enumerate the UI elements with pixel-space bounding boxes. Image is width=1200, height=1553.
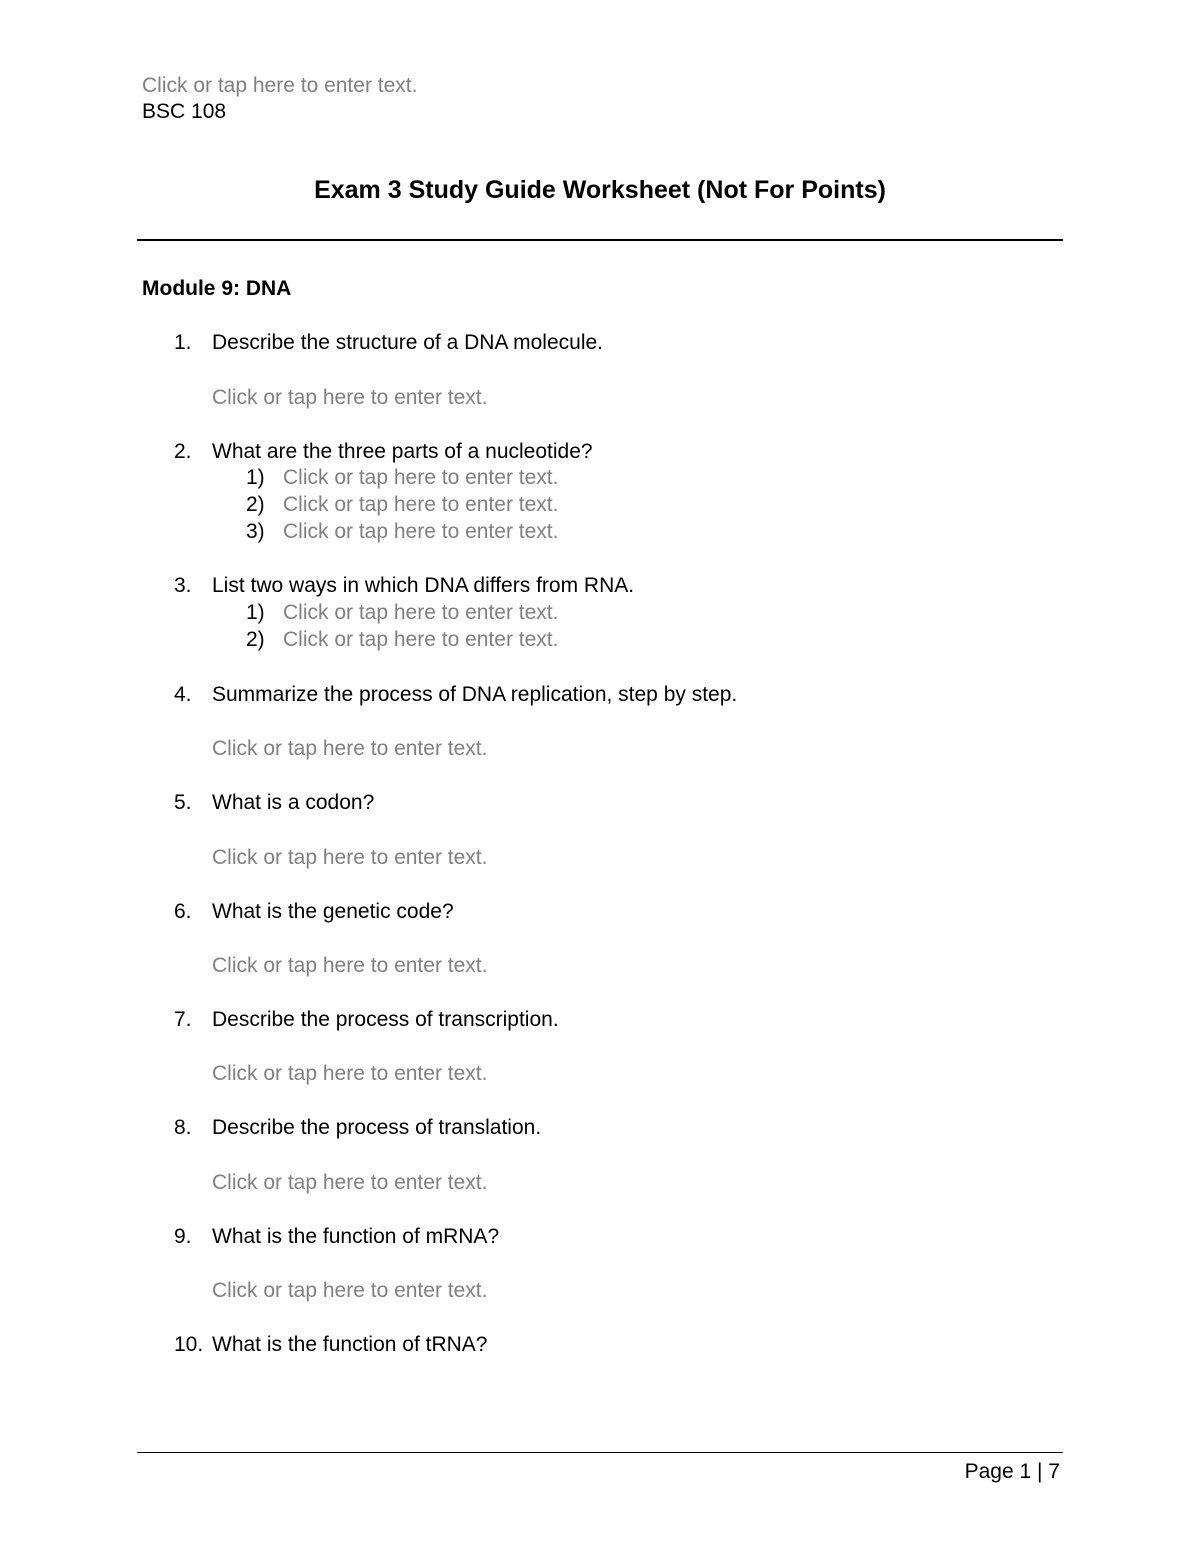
answer-field-6[interactable]: Click or tap here to enter text.: [212, 954, 488, 977]
question-number: 8.: [174, 1116, 192, 1139]
answer-field[interactable]: Click or tap here to enter text.: [283, 520, 559, 543]
answer-field[interactable]: Click or tap here to enter text.: [283, 601, 559, 624]
answer-number: 1): [246, 466, 265, 489]
answer-field-8[interactable]: Click or tap here to enter text.: [212, 1171, 488, 1194]
question-text: List two ways in which DNA differs from RNA.: [212, 574, 635, 597]
name-placeholder-field[interactable]: Click or tap here to enter text.: [142, 74, 418, 97]
answer-number: 3): [246, 520, 265, 543]
answer-field-4[interactable]: Click or tap here to enter text.: [212, 737, 488, 760]
question-number: 4.: [174, 683, 192, 706]
answer-field-9[interactable]: Click or tap here to enter text.: [212, 1279, 488, 1302]
question-number: 3.: [174, 574, 192, 597]
question-text: What is the function of tRNA?: [212, 1333, 488, 1356]
question-text: What is a codon?: [212, 791, 375, 814]
question-number: 1.: [174, 331, 192, 354]
answer-field[interactable]: Click or tap here to enter text.: [283, 628, 559, 651]
answer-number: 1): [246, 601, 265, 624]
answer-number: 2): [246, 628, 265, 651]
answer-field-1[interactable]: Click or tap here to enter text.: [212, 386, 488, 409]
module-heading: Module 9: DNA: [142, 277, 292, 300]
answer-field[interactable]: Click or tap here to enter text.: [283, 466, 559, 489]
page-number: Page 1 | 7: [964, 1460, 1060, 1483]
question-text: Describe the process of transcription.: [212, 1008, 559, 1031]
question-number: 5.: [174, 791, 192, 814]
footer-divider: [137, 1452, 1063, 1453]
answer-field-7[interactable]: Click or tap here to enter text.: [212, 1062, 488, 1085]
question-text: What is the function of mRNA?: [212, 1225, 500, 1248]
question-number: 10.: [174, 1333, 204, 1356]
question-text: What is the genetic code?: [212, 900, 454, 923]
course-code: BSC 108: [142, 100, 227, 123]
answer-number: 2): [246, 493, 265, 516]
question-text: Describe the process of translation.: [212, 1116, 542, 1139]
question-number: 9.: [174, 1225, 192, 1248]
question-number: 7.: [174, 1008, 192, 1031]
answer-field-5[interactable]: Click or tap here to enter text.: [212, 846, 488, 869]
question-text: Summarize the process of DNA replication, step by step.: [212, 683, 738, 706]
question-text: Describe the structure of a DNA molecule.: [212, 331, 604, 354]
question-text: What are the three parts of a nucleotide?: [212, 440, 593, 463]
page-title: Exam 3 Study Guide Worksheet (Not For Points): [314, 176, 886, 204]
question-number: 2.: [174, 440, 192, 463]
question-number: 6.: [174, 900, 192, 923]
title-divider: [137, 239, 1063, 241]
answer-field[interactable]: Click or tap here to enter text.: [283, 493, 559, 516]
